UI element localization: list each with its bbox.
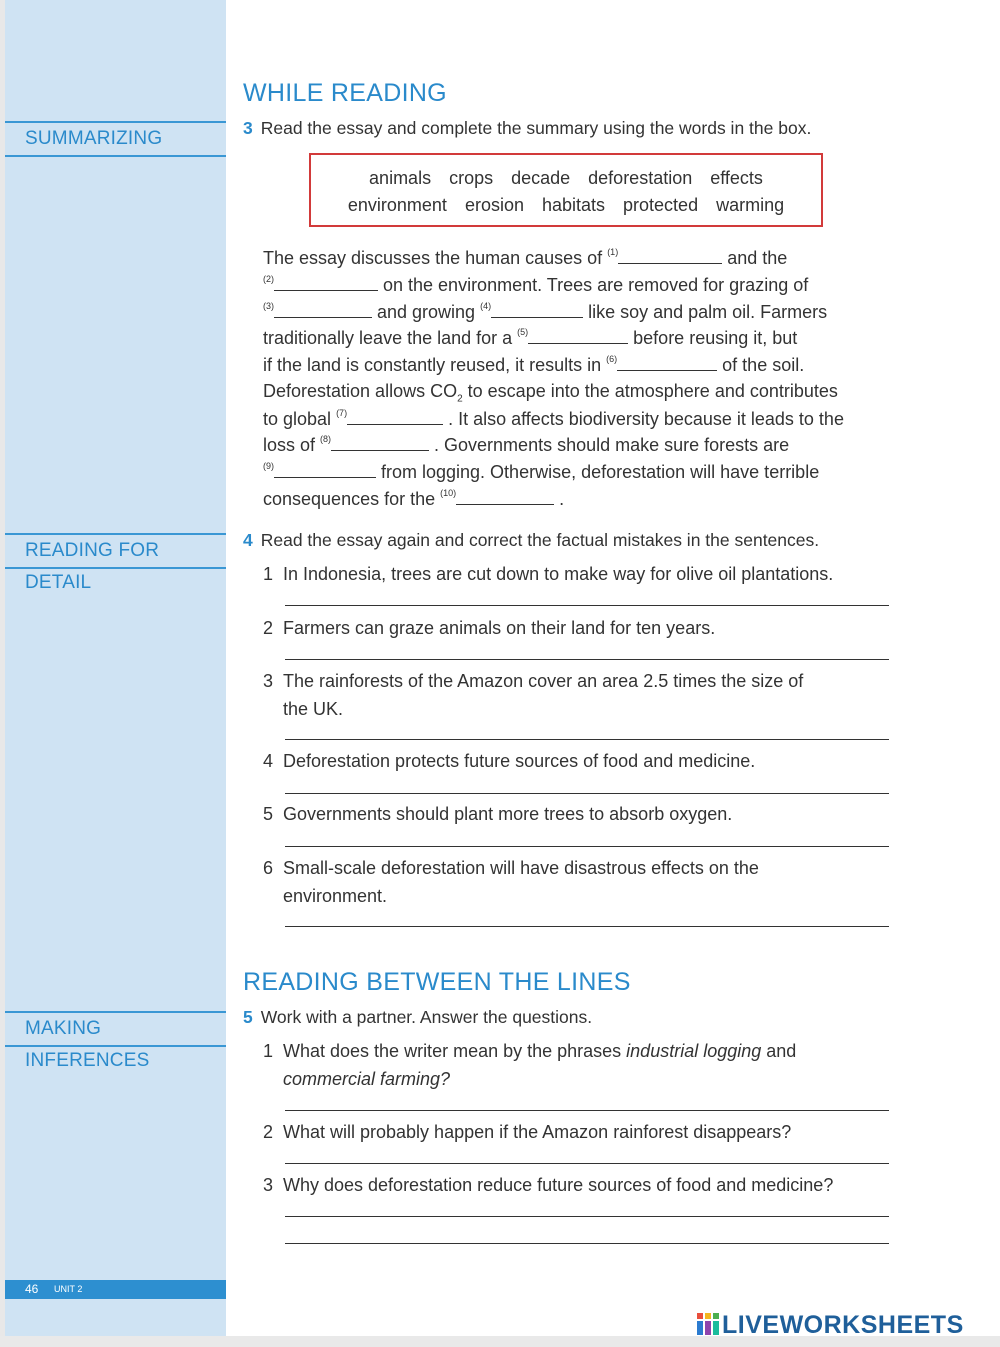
blank-6[interactable]	[617, 356, 717, 371]
blank-number: (4)	[480, 301, 492, 311]
word-box	[309, 153, 823, 227]
summary-text: before reusing it, but	[628, 328, 798, 348]
list-item	[263, 671, 863, 720]
item-text: Small-scale deforestation will have disastrous effects on the	[283, 858, 759, 878]
question-number: 5	[243, 1007, 253, 1027]
summary-text: Deforestation allows CO	[263, 381, 458, 401]
list-item	[263, 1041, 863, 1090]
item-number: 6	[263, 858, 274, 878]
summary-line	[263, 247, 787, 269]
question-text: Read the essay and complete the summary using the words in the box.	[260, 118, 812, 138]
question-4	[243, 530, 819, 551]
summary-text: and growing	[372, 302, 481, 322]
blank-number: (3)	[263, 301, 274, 311]
heading-reading-between-the-lines: READING BETWEEN THE LINES	[243, 968, 631, 996]
summary-line	[263, 488, 564, 510]
summary-text: .	[554, 489, 565, 509]
blank-5[interactable]	[528, 329, 628, 344]
question-text: Read the essay again and correct the factual mistakes in the sentences.	[260, 530, 820, 550]
blank-7[interactable]	[347, 410, 443, 425]
item-text-italic: commercial farming?	[283, 1069, 451, 1089]
blank-10[interactable]	[456, 490, 554, 505]
summary-line	[263, 274, 808, 296]
item-number: 1	[263, 564, 274, 584]
item-number: 4	[263, 751, 274, 771]
question-text: Work with a partner. Answer the questions.	[260, 1007, 593, 1027]
summary-text: loss of	[263, 435, 321, 455]
summary-text: . Governments should make sure forests are	[429, 435, 790, 455]
item-text: Why does deforestation reduce future sources of food and medicine?	[283, 1175, 834, 1195]
side-label-reading-for-detail: READING FOR DETAIL	[5, 533, 226, 569]
list-item	[263, 564, 863, 585]
item-text: What will probably happen if the Amazon rainforest disappears?	[283, 1122, 792, 1142]
summary-text: The essay discusses the human causes of	[263, 248, 608, 268]
answer-line[interactable]	[285, 1243, 889, 1244]
summary-line	[263, 408, 844, 430]
item-number: 5	[263, 804, 274, 824]
item-text: Governments should plant more trees to absorb oxygen.	[283, 804, 733, 824]
list-item	[263, 858, 863, 907]
summary-text: to global	[263, 409, 337, 429]
blank-4[interactable]	[491, 303, 583, 318]
word: animals	[369, 168, 432, 188]
answer-line[interactable]	[285, 1216, 889, 1217]
side-label-summarizing: SUMMARIZING	[5, 121, 226, 157]
blank-1[interactable]	[618, 249, 722, 264]
blank-number: (2)	[263, 274, 274, 284]
blank-8[interactable]	[331, 436, 429, 451]
word: crops	[449, 168, 494, 188]
answer-line[interactable]	[285, 926, 889, 927]
answer-line[interactable]	[285, 1163, 889, 1164]
logo-text: LIVEWORKSHEETS	[722, 1311, 964, 1339]
summary-text: if the land is constantly reused, it results in	[263, 355, 607, 375]
question-number: 4	[243, 530, 253, 550]
item-text: environment.	[283, 886, 388, 906]
word: environment	[347, 195, 447, 215]
item-number: 2	[263, 618, 274, 638]
unit-label: UNIT 2	[54, 1284, 83, 1294]
blank-number: (10)	[440, 488, 457, 498]
blank-9[interactable]	[274, 463, 376, 478]
list-item	[263, 1175, 863, 1196]
blank-number: (6)	[606, 354, 618, 364]
summary-text: from logging. Otherwise, deforestation will have terrible	[376, 462, 820, 482]
summary-text: . It also affects biodiversity because it leads to the	[443, 409, 844, 429]
item-text: What does the writer mean by the phrases	[283, 1041, 627, 1061]
answer-line[interactable]	[285, 659, 889, 660]
word: decade	[511, 168, 571, 188]
item-number: 3	[263, 671, 274, 691]
answer-line[interactable]	[285, 846, 889, 847]
liveworksheets-logo-icon	[697, 1313, 719, 1335]
blank-number: (7)	[336, 408, 348, 418]
side-label-making-inferences: MAKING INFERENCES	[5, 1011, 226, 1047]
question-number: 3	[243, 118, 253, 138]
word: erosion	[464, 195, 524, 215]
item-text-italic: industrial logging	[626, 1041, 762, 1061]
heading-while-reading: WHILE READING	[243, 79, 447, 107]
word: habitats	[541, 195, 606, 215]
blank-number: (5)	[517, 327, 529, 337]
summary-text: and the	[722, 248, 788, 268]
blank-number: (1)	[607, 247, 619, 257]
item-text: Farmers can graze animals on their land for ten years.	[283, 618, 716, 638]
summary-line	[263, 354, 804, 376]
summary-text: traditionally leave the land for a	[263, 328, 518, 348]
answer-line[interactable]	[285, 1110, 889, 1111]
page-footer	[5, 1280, 226, 1299]
word: deforestation	[588, 168, 693, 188]
question-5	[243, 1007, 592, 1028]
liveworksheets-logo	[697, 1311, 964, 1341]
summary-text: on the environment. Trees are removed for grazing of	[378, 275, 809, 295]
list-item	[263, 1122, 863, 1143]
item-text: Deforestation protects future sources of food and medicine.	[283, 751, 756, 771]
item-text: In Indonesia, trees are cut down to make way for olive oil plantations.	[283, 564, 834, 584]
item-number: 2	[263, 1122, 274, 1142]
subscript: 2	[457, 393, 463, 405]
blank-number: (9)	[263, 461, 274, 471]
answer-line[interactable]	[285, 605, 889, 606]
item-text: and	[761, 1041, 797, 1061]
list-item	[263, 751, 863, 772]
item-text: The rainforests of the Amazon cover an area 2.5 times the size of	[283, 671, 804, 691]
summary-line	[263, 327, 797, 349]
page-number: 46	[25, 1282, 39, 1296]
summary-text: like soy and palm oil. Farmers	[583, 302, 828, 322]
word: warming	[716, 195, 785, 215]
item-number: 1	[263, 1041, 274, 1061]
summary-text: consequences for the	[263, 489, 441, 509]
item-number: 3	[263, 1175, 274, 1195]
summary-line	[263, 301, 827, 323]
question-3	[243, 118, 811, 139]
list-item	[263, 618, 863, 639]
blank-number: (8)	[320, 434, 332, 444]
summary-text: of the soil.	[717, 355, 805, 375]
answer-line[interactable]	[285, 739, 889, 740]
summary-line	[263, 381, 838, 405]
summary-line	[263, 461, 819, 483]
answer-line[interactable]	[285, 793, 889, 794]
blank-3[interactable]	[274, 303, 372, 318]
summary-line	[263, 434, 789, 456]
item-text: the UK.	[283, 699, 344, 719]
blank-2[interactable]	[274, 276, 378, 291]
list-item	[263, 804, 863, 825]
summary-text: to escape into the atmosphere and contributes	[462, 381, 838, 401]
word: protected	[623, 195, 699, 215]
word: effects	[710, 168, 763, 188]
sidebar	[5, 0, 226, 1336]
